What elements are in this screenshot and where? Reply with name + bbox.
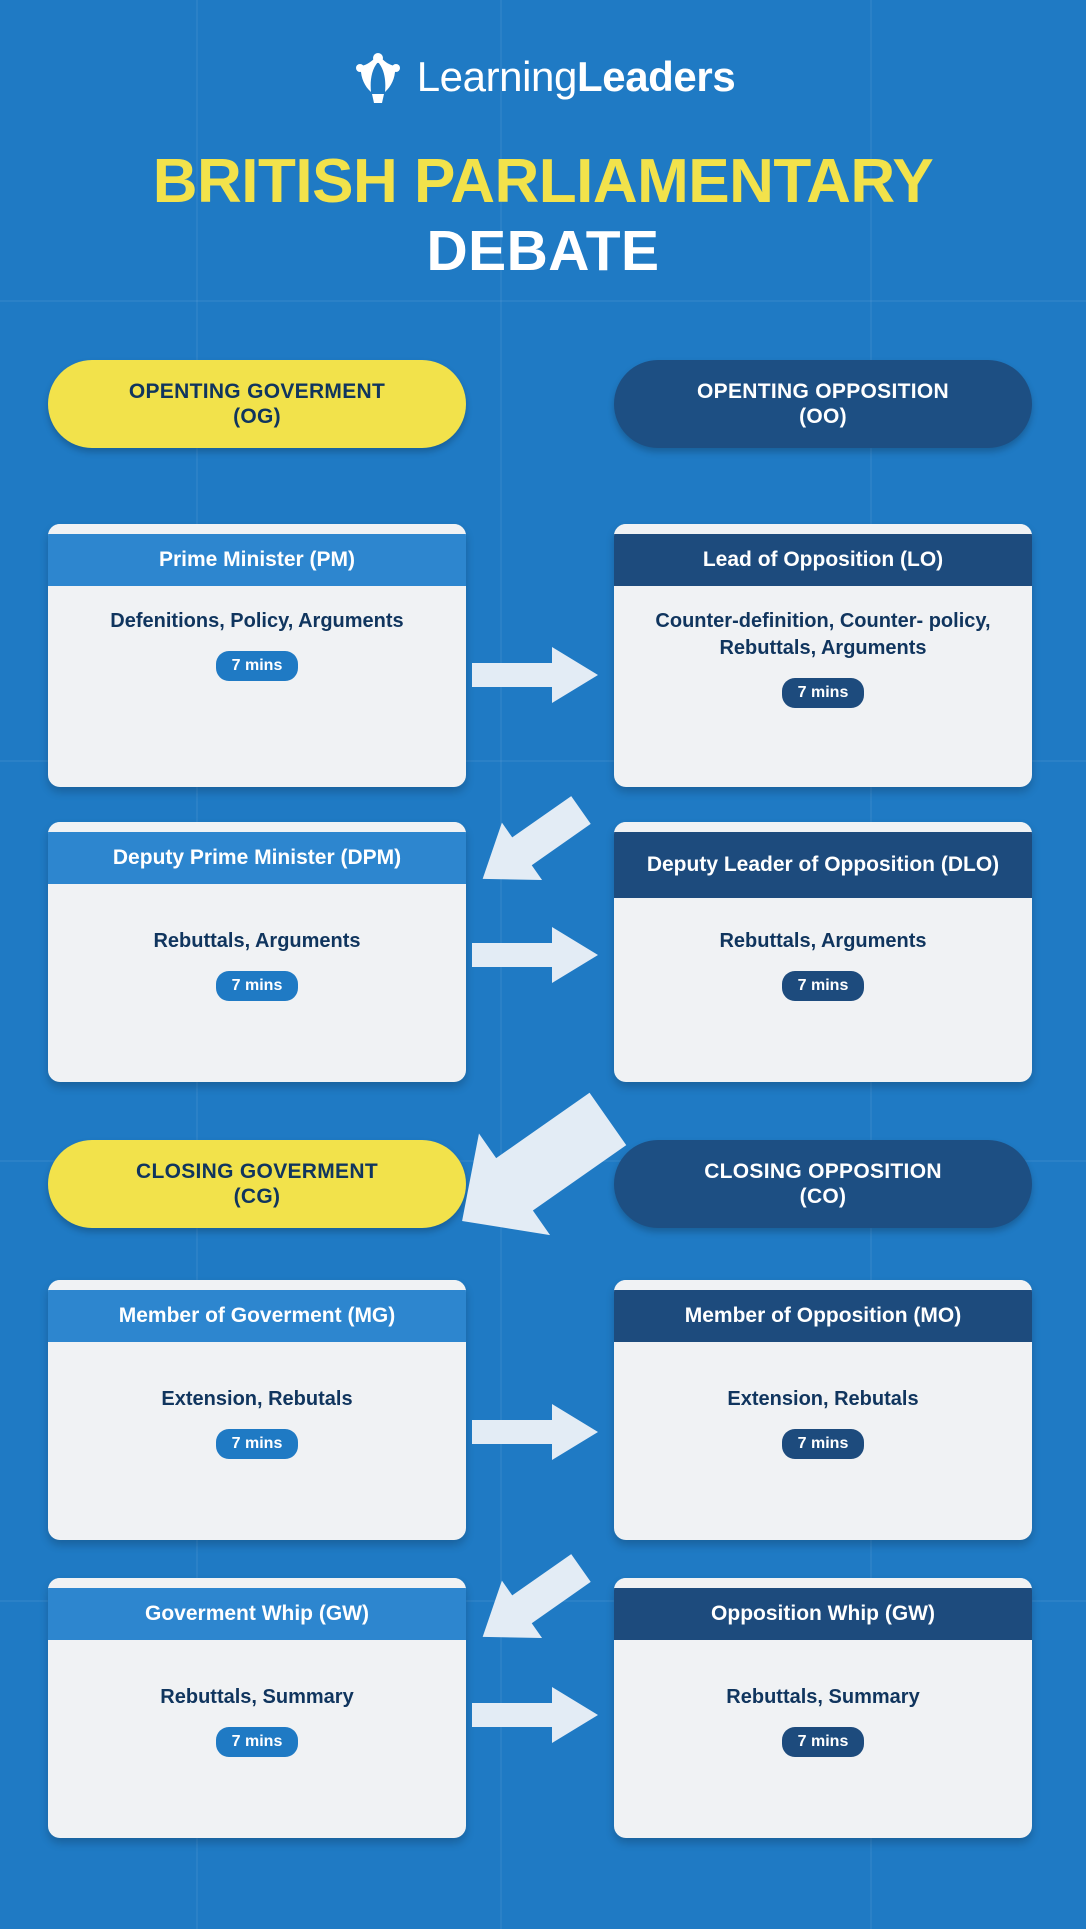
card-role-title: Opposition Whip (GW): [614, 1588, 1032, 1640]
card-time-badge: 7 mins: [782, 678, 865, 708]
grid-line-horizontal: [0, 300, 1086, 302]
arrow-gw-to-ow-icon: [472, 1685, 600, 1745]
card-role-title: Lead of Opposition (LO): [614, 534, 1032, 586]
card-time-badge: 7 mins: [216, 651, 299, 681]
card-deputy-leader-of-opposition: [614, 822, 1032, 1082]
card-member-of-opposition: [614, 1280, 1032, 1540]
card-cap: [614, 1578, 1032, 1588]
card-role-title: Prime Minister (PM): [48, 534, 466, 586]
page-subtitle: DEBATE: [426, 219, 660, 283]
card-body: [614, 1640, 1032, 1771]
card-content: Extension, Rebutals: [727, 1388, 919, 1410]
card-content: Defenitions, Policy, Arguments: [110, 610, 404, 632]
brand-name: [416, 53, 736, 100]
arrow-lo-to-dpm-icon: [466, 790, 596, 900]
banner-label-line1: OPENTING GOVERMENT: [128, 379, 386, 403]
learning-leaders-logo-icon: [351, 48, 405, 106]
brand-name-second: Leaders: [576, 53, 736, 100]
page-title: BRITISH PARLIAMENTARY: [152, 147, 934, 216]
arrow-pm-to-lo-icon: [472, 645, 600, 705]
banner-label-line2: (OO): [799, 405, 847, 428]
card-content: Rebuttals, Arguments: [153, 930, 361, 952]
banner-label-line2: (OG): [233, 405, 281, 428]
card-content: Counter-definition, Counter- policy, Rebuttals, Arguments: [655, 610, 991, 659]
arrow-mg-to-mo-icon: [472, 1402, 600, 1462]
banner-closing-government: [48, 1140, 466, 1228]
card-time-badge: 7 mins: [782, 1429, 865, 1459]
card-prime-minister: [48, 524, 466, 787]
card-role-title: Member of Goverment (MG): [48, 1290, 466, 1342]
card-cap: [48, 1578, 466, 1588]
brand-logo: [0, 48, 1086, 106]
card-body: [614, 898, 1032, 1015]
card-cap: [614, 524, 1032, 534]
card-body: [48, 1640, 466, 1771]
card-role-title: Deputy Prime Minister (DPM): [48, 832, 466, 884]
card-content: Extension, Rebutals: [161, 1388, 353, 1410]
card-deputy-prime-minister: [48, 822, 466, 1082]
card-body: [48, 586, 466, 695]
card-cap: [614, 822, 1032, 832]
banner-opening-government: [48, 360, 466, 448]
banner-label-line1: CLOSING GOVERMENT: [136, 1159, 378, 1183]
banner-label-line2: (CO): [799, 1185, 847, 1208]
card-content: Rebuttals, Summary: [160, 1686, 354, 1708]
card-time-badge: 7 mins: [782, 971, 865, 1001]
card-time-badge: 7 mins: [782, 1727, 865, 1757]
brand-name-first: Learning: [416, 53, 577, 100]
card-opposition-whip: [614, 1578, 1032, 1838]
card-body: [48, 884, 466, 1015]
banner-opening-opposition: [614, 360, 1032, 448]
banner-closing-opposition: [614, 1140, 1032, 1228]
card-member-of-government: [48, 1280, 466, 1540]
banner-label-line1: OPENTING OPPOSITION: [697, 379, 949, 403]
card-government-whip: [48, 1578, 466, 1838]
card-role-title: Deputy Leader of Opposition (DLO): [614, 832, 1032, 898]
card-body: [614, 1342, 1032, 1473]
arrow-mo-to-gw-icon: [466, 1548, 596, 1658]
card-cap: [48, 524, 466, 534]
card-role-title: Member of Opposition (MO): [614, 1290, 1032, 1342]
card-time-badge: 7 mins: [216, 1727, 299, 1757]
card-content: Rebuttals, Arguments: [719, 930, 927, 952]
card-cap: [48, 1280, 466, 1290]
card-role-title: Goverment Whip (GW): [48, 1588, 466, 1640]
card-body: [614, 586, 1032, 722]
card-time-badge: 7 mins: [216, 1429, 299, 1459]
arrow-dlo-to-mg-icon: [440, 1060, 630, 1280]
card-body: [48, 1342, 466, 1473]
banner-label-line2: (CG): [233, 1185, 281, 1208]
banner-label-line1: CLOSING OPPOSITION: [704, 1159, 942, 1183]
card-cap: [48, 822, 466, 832]
card-time-badge: 7 mins: [216, 971, 299, 1001]
card-lead-of-opposition: [614, 524, 1032, 787]
card-content: Rebuttals, Summary: [726, 1686, 920, 1708]
card-cap: [614, 1280, 1032, 1290]
arrow-dpm-to-dlo-icon: [472, 925, 600, 985]
